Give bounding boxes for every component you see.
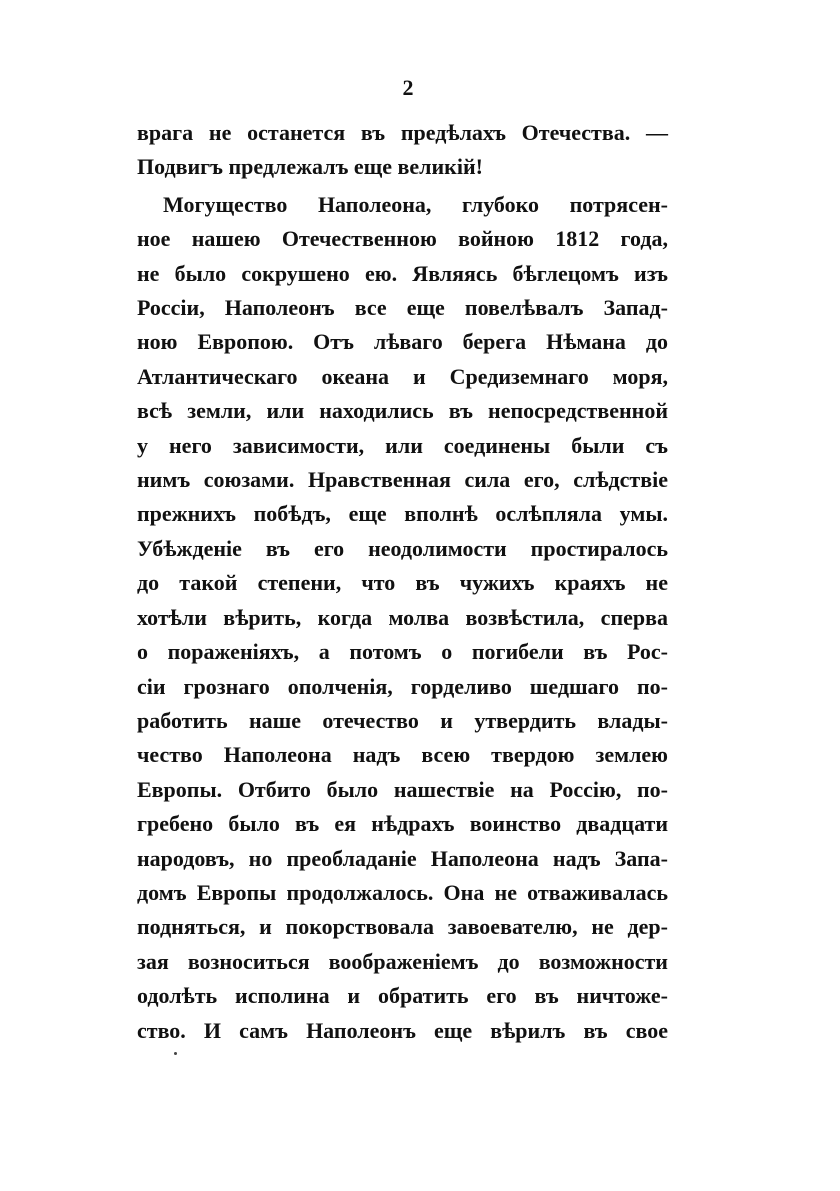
text-line: подняться, и покорствовала завоевателю, не дер- [137,914,668,940]
paragraph [137,188,668,1048]
text-line: Убѣжденіе въ его неодолимости простиралось [137,535,668,561]
paragraph [137,116,668,185]
text-line: чество Наполеона надъ всею твердою землею [137,742,668,768]
text-line: одолѣть исполина и обратить его въ ничтоже- [137,983,668,1009]
text-line: Атлантическаго океана и Средиземнаго моря, [137,363,668,389]
text-line: не было сокрушено ею. Являясь бѣглецомъ изъ [137,260,668,286]
body-text [137,116,668,1048]
text-line: Подвигъ предлежалъ еще великій! [137,154,483,180]
text-line: домъ Европы продолжалось. Она не отваживалась [137,879,668,905]
page-number: 2 [402,75,414,100]
text-line: работить наше отечество и утвердить влады- [137,707,668,733]
text-line: о пораженіяхъ, а потомъ о погибели въ Рос- [137,639,668,665]
text-line: у него зависимости, или соединены были съ [137,432,668,458]
text-line: сіи грознаго ополченія, горделиво шедшаго по- [137,673,668,699]
text-line: прежнихъ побѣдъ, еще вполнѣ ослѣпляла умы. [137,501,668,527]
text-line: Россіи, Наполеонъ все еще повелѣвалъ Запад- [137,295,668,321]
text-line: всѣ земли, или находились въ непосредственной [137,398,668,424]
text-line: гребено было въ ея нѣдрахъ воинство двадцати [137,811,668,837]
text-line: ною Европою. Отъ лѣваго берега Нѣмана до [137,329,668,355]
text-line: зая возноситься воображеніемъ до возможности [137,948,668,974]
text-line: врага не останется въ предѣлахъ Отечества. — [137,120,668,145]
ink-speck [174,1052,177,1055]
text-line: Могущество Наполеона, глубоко потрясен- [163,191,668,217]
text-line: народовъ, но преобладаніе Наполеона надъ Запа- [137,845,668,871]
text-line: до такой степени, что въ чужихъ краяхъ не [137,570,668,596]
text-line: ное нашею Отечественною войною 1812 года, [137,226,668,252]
text-line: хотѣли вѣрить, когда молва возвѣстила, сперва [137,604,668,630]
text-line: нимъ союзами. Нравственная сила его, слѣдствіе [137,467,668,493]
text-line: ство. И самъ Наполеонъ еще вѣрилъ въ свое [137,1017,668,1043]
text-line: Европы. Отбито было нашествіе на Россію, по- [137,776,668,802]
